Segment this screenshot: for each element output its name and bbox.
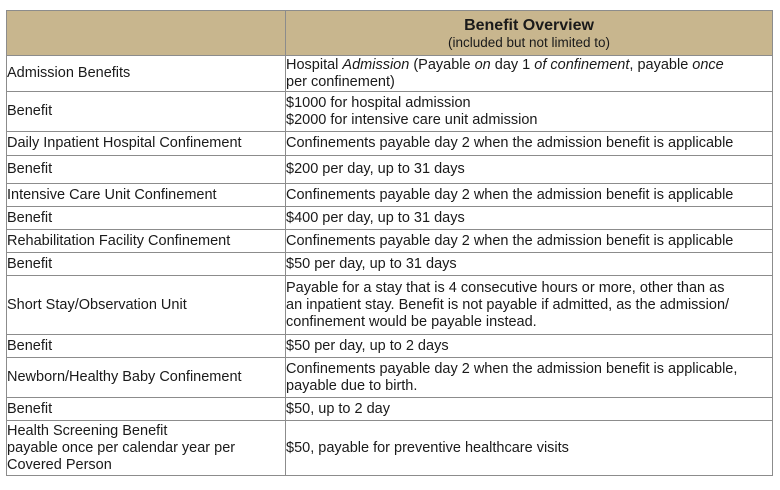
- table-row: [7, 421, 773, 476]
- row-value: Confinements payable day 2 when the admission benefit is applicable: [286, 184, 773, 207]
- row-label: Benefit: [7, 92, 286, 132]
- row-label: Benefit: [7, 335, 286, 358]
- row-value-line: an inpatient stay. Benefit is not payable if admitted, as the admission/: [286, 296, 730, 313]
- table-row: [7, 230, 773, 253]
- row-value-line: Payable for a stay that is 4 consecutive hours or more, other than as: [286, 279, 725, 296]
- table-row: [7, 92, 773, 132]
- row-label: Benefit: [7, 156, 286, 184]
- row-label-line: Covered Person: [7, 456, 112, 473]
- row-value-line: $1000 for hospital admission: [286, 94, 471, 111]
- row-value-line: confinement would be payable instead.: [286, 313, 537, 330]
- row-label: Short Stay/Observation Unit: [7, 276, 286, 335]
- table-row: [7, 156, 773, 184]
- table-subtitle: (included but not limited to): [447, 34, 611, 50]
- table-row: [7, 56, 773, 92]
- row-value: [286, 92, 773, 132]
- benefit-overview-table: [6, 10, 773, 476]
- row-value: Confinements payable day 2 when the admission benefit is applicable: [286, 230, 773, 253]
- row-value: Confinements payable day 2 when the admission benefit is applicable: [286, 132, 773, 156]
- table-row: [7, 358, 773, 398]
- row-value: $200 per day, up to 31 days: [286, 156, 773, 184]
- table-row: [7, 207, 773, 230]
- table-title: Benefit Overview: [464, 16, 594, 34]
- row-value: $50 per day, up to 2 days: [286, 335, 773, 358]
- row-label-line: payable once per calendar year per: [7, 439, 236, 456]
- row-label: Rehabilitation Facility Confinement: [7, 230, 286, 253]
- row-value: $50, payable for preventive healthcare visits: [286, 421, 773, 476]
- row-value: [286, 56, 773, 92]
- table-row: [7, 276, 773, 335]
- header-cell: [286, 11, 773, 56]
- header-empty-cell: [7, 11, 286, 56]
- row-label: Newborn/Healthy Baby Confinement: [7, 358, 286, 398]
- row-value-line: payable due to birth.: [286, 377, 418, 394]
- row-value: [286, 276, 773, 335]
- row-label: Intensive Care Unit Confinement: [7, 184, 286, 207]
- table-row: [7, 184, 773, 207]
- table-row: [7, 132, 773, 156]
- row-label: Admission Benefits: [7, 56, 286, 92]
- table-row: [7, 398, 773, 421]
- row-label: Daily Inpatient Hospital Confinement: [7, 132, 286, 156]
- row-value-line: Hospital Admission (Payable on day 1 of confinement, payable once: [286, 56, 724, 73]
- row-label: Benefit: [7, 207, 286, 230]
- row-value: $50, up to 2 day: [286, 398, 773, 421]
- table-header-row: [7, 11, 773, 56]
- row-value-line: Confinements payable day 2 when the admission benefit is applicable,: [286, 360, 738, 377]
- row-value-line: $2000 for intensive care unit admission: [286, 111, 538, 128]
- row-value: $50 per day, up to 31 days: [286, 253, 773, 276]
- row-label: Benefit: [7, 253, 286, 276]
- row-value: $400 per day, up to 31 days: [286, 207, 773, 230]
- row-label: Benefit: [7, 398, 286, 421]
- table-row: [7, 335, 773, 358]
- row-label: [7, 421, 286, 476]
- row-value: [286, 358, 773, 398]
- table-row: [7, 253, 773, 276]
- row-label-line: Health Screening Benefit: [7, 422, 168, 439]
- row-value-line: per confinement): [286, 73, 395, 90]
